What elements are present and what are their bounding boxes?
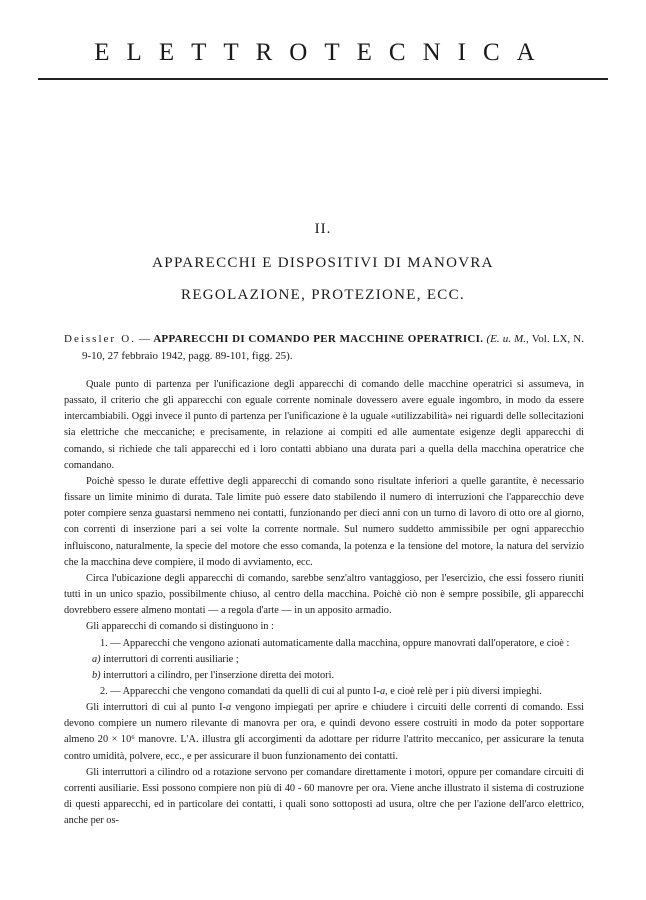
paragraph-5 [64,700,584,765]
list-item-1b-text: interruttori a cilindro, per l'inserzione diretta dei motori. [100,669,335,681]
list-item-1a [64,652,584,668]
reference-author: Deissler O. [64,333,136,345]
reference-title: APPARECCHI DI COMANDO PER MACCHINE OPERATRICI. [153,333,484,345]
paragraph-5-start: Gli interruttori di cui al punto I- [86,702,226,714]
list-item-1b-label: b) [92,669,101,681]
list-item-2-ref: a [379,685,386,697]
reference-journal: (E. u. M. [483,333,527,345]
section-title-line-1: APPARECCHI E DISPOSITIVI DI MANOVRA [152,255,494,271]
reference-dash: — [135,333,154,345]
running-head: ELETTROTECNICA [94,39,552,66]
list-item-1a-label: a) [92,653,101,665]
paragraph-4: Gli apparecchi di comando si distinguono in : [86,621,274,633]
paragraph-5-end: vengono impiegati per aprire e chiudere i circuiti delle correnti di comando. Essi devono compiere un numero rilevante di manovra per ora, e quindi devono essere costruiti in modo da poter sopportare almeno 20 × 10⁶ manovre. L'A. illustra gli accorgimenti da adottare per ridurre l'attrito meccanico, per assicurare la tenuta contro umidità, polvere, ecc., e per assicurare il buon funzionamento dei contatti. [64,702,584,762]
paragraph-3: Circa l'ubicazione degli apparecchi di comando, sarebbe senz'altro vantaggioso, per l'esercizio, che essi fossero riuniti tutti in un unico spazio, possibilmente chiuso, al centro della macchina. Poichè ciò non è sempre possibile, gli apparecchi dovrebbero essere almeno montati — a regola d'arte — in un apposito armadio. [64,572,584,617]
list-item-1a-text: interruttori di correnti ausiliarie ; [100,653,239,665]
section-title-line-2: REGOLAZIONE, PROTEZIONE, ECC. [181,287,465,303]
list-item-1b [64,668,584,684]
list-item-2-start: 2. — Apparecchi che vengono comandati da quelli di cui al punto I- [100,685,380,697]
article-body [64,331,584,829]
reference-details: , Vol. LX, N. 9-10, 27 febbraio 1942, pagg. 89-101, figg. 25). [82,333,584,362]
paragraph-5-ref: a [226,702,232,714]
header-rule [38,78,608,80]
paragraph-2: Poichè spesso le durate effettive degli apparecchi di comando sono risultate inferiori a quelle garantite, è necessario fissare un limite minimo di durata. Tale limite può essere dato stabilendo il numero di interruzioni che l'apparecchio deve poter compiere senza guastarsi nemmeno nei contatti, funzionando per dieci anni con un turno di lavoro di otto ore al giorno, con correnti di inserzione pari a sei volte la corrente normale. Sul numero suddetto ammissibile per ogni apparecchio influiscono, naturalmente, la specie del motore che esso comanda, la potenza e la tensione del motore, la natura del servizio che la macchina deve compiere, il modo di avviamento, ecc. [64,475,584,568]
bibliographic-reference [64,331,584,365]
list-item-2-end: , e cioè relè per i più diversi impieghi. [385,685,542,697]
section-number: II. [314,221,332,237]
paragraph-6: Gli interruttori a cilindro od a rotazione servono per comandare direttamente i motori, oppure per comandare circuiti di correnti ausiliarie. Essi possono compiere non più di 40 - 60 manovre per ora. Viene anche illustrato il sistema di costruzione di questi apparecchi, ed in particolare dei contatti, i quali sono sottoposti ad usura, oltre che per l'azione dell'arco elettrico, anche per os- [64,766,584,827]
list-item-2 [64,684,584,700]
list-item-1: 1. — Apparecchi che vengono azionati automaticamente dalla macchina, oppure manovrati dall'operatore, e cioè : [100,637,570,649]
paragraph-1: Quale punto di partenza per l'unificazione degli apparecchi di comando delle macchine operatrici si assumeva, in passato, il criterio che gli apparecchi con eguale corrente nominale dovessero avere eguale ingombro, in modo da essere intercambiabili. Oggi invece il punto di partenza per l'unificazione è la uguale «utilizzabilità» nei riguardi delle sollecitazioni sia elettriche che meccaniche; e precisamente, in relazione ai compiti ed alle aumentate esigenze degli apparecchi di comando, si richiede che tali apparecchi ed i loro contatti abbiano una durata pari a quella della macchina operatrice che comandano. [64,379,584,471]
